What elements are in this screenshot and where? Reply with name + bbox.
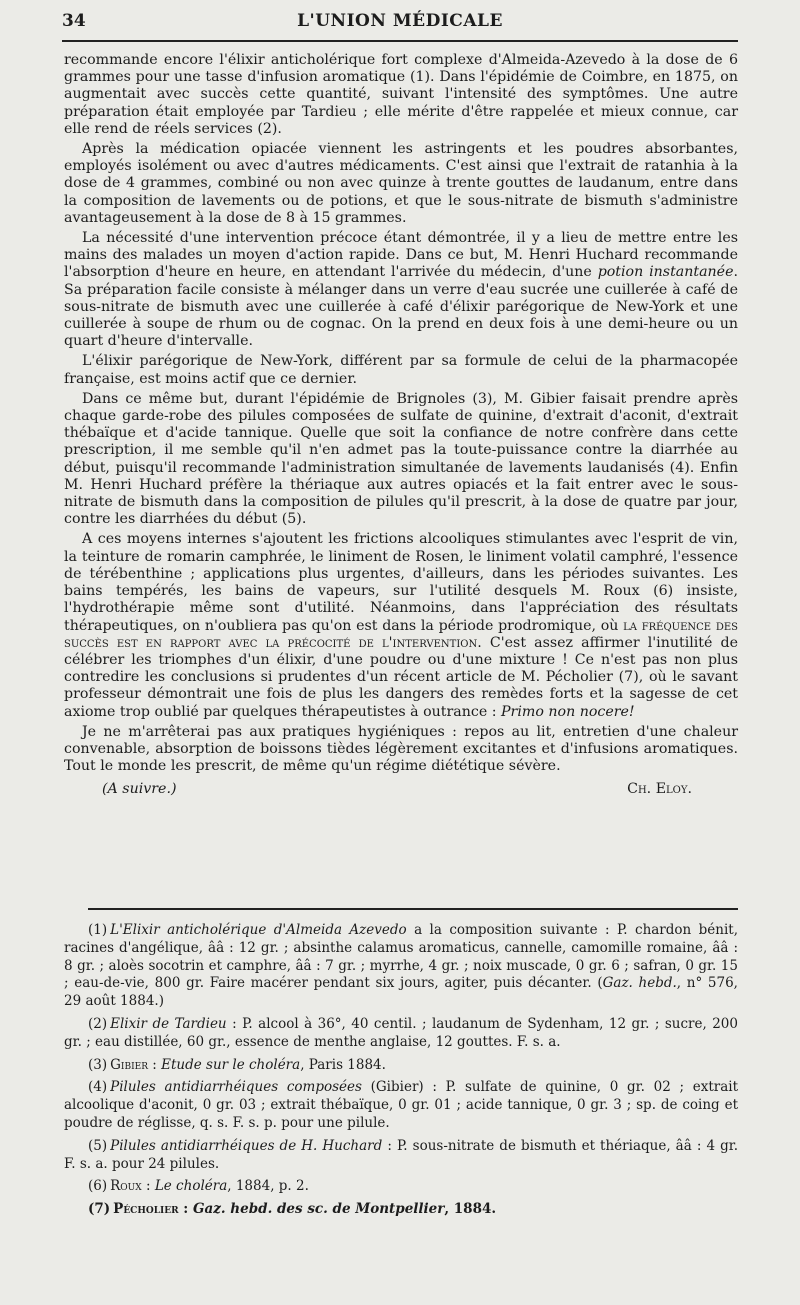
footnote-title: Pilules antidiarrhéiques de H. Huchard [110, 1137, 383, 1154]
footnote-4 [64, 1079, 738, 1132]
footnote-ref: (3) [88, 1056, 108, 1073]
footnote-title: Elixir de Tardieu [110, 1015, 227, 1032]
footnote-text: a la composition suivante : P. chardon bénit, racines d'angélique, ââ : 12 gr. ; absinthe calamus aromaticus, cannelle, camomille romaine, ââ : 8 gr. ; aloès socotrin et camphre, ââ : 7 gr. ; myrrhe, 4 gr. ; noix muscade, 0 gr. 6 ; safran, 0 gr. 15 ; eau-de-vie, 800 gr. Faire macérer pendant six jours, agiter, puis décanter. ( [64, 922, 739, 992]
paragraph-7: Je ne m'arrêterai pas aux pratiques hygiéniques : repos au lit, entretien d'une chaleur convenable, absorption de boissons tièdes légèrement excitantes et d'infusions aromatiques. Tout le monde les prescrit, de même qu'un régime diététique sévère. [64, 723, 738, 775]
footnote-7 [64, 1201, 738, 1219]
paragraph-2: Après la médication opiacée viennent les astringents et les poudres absorbantes, employés isolément ou avec d'autres médicaments. C'est ainsi que l'extrait de ratanhia à la dose de 4 grammes, combiné ou non avec quinze à trente gouttes de laudanum, entre dans la composition de lavements ou de potions, et que le sous-nitrate de bismuth s'administre avantageusement à la dose de 8 à 15 grammes. [64, 141, 738, 226]
header-rule [62, 40, 738, 42]
emphasis-smallcaps: la fréquence des succès est en rapport avec la précocité de l'intervention. [64, 617, 738, 651]
footnote-text: : [147, 1056, 162, 1073]
paragraph-5: Dans ce même but, durant l'épidémie de Brignoles (3), M. Gibier faisait prendre après chaque garde-robe des pilules composées de sulfate de quinine, d'extrait d'aconit, d'extrait thébaïque et d'acide tannique. Quelle que soit la confiance de notre confrère dans cette prescription, il me semble qu'il n'en admet pas la toute-puissance contre la diarrhée au début, puisqu'il recommande l'administration simultanée de lavements laudanisés (4). Enfin M. Henri Huchard préfère la thériaque aux autres opiacés et la fait entrer avec le sous-nitrate de bismuth dans la composition de pilules qu'il prescrit, à la dose de quatre par jour, contre les diarrhées du début (5). [64, 390, 738, 528]
paragraph-1: recommande encore l'élixir anticholérique fort complexe d'Almeida-Azevedo à la dose de 6 grammes pour une tasse d'infusion aromatique (1). Dans l'épidémie de Coimbre, en 1875, on augmentait avec succès cette quantité, suivant l'intensité des symptômes. Une autre préparation était employée par Tardieu ; elle mérite d'être rappelée et mieux connue, car elle rend de réels services (2). [64, 52, 738, 137]
paragraph-6-text-middle: C'est assez affirmer l'inutilité de célébrer les triomphes d'un élixir, d'une poudre ou d'une mixture ! Ce n'est pas non plus contredire les conclusions si prudentes d'un récent article de M. Pécholier (7), où le savant professeur démontrait une fois de plus les dangers des remèdes forts et la sagesse de cet axiome trop oublié par quelques thérapeutistes à outrance : [64, 634, 739, 720]
footnote-ref: (7) [88, 1201, 111, 1218]
page-number: 34 [62, 11, 86, 31]
footnote-title: Gaz. hebd. des sc. de Montpellier [192, 1201, 445, 1218]
to-follow-note: (A suivre.) [102, 781, 177, 798]
footnote-text-end: , n° 576, 29 août 1884.) [64, 975, 738, 1010]
footnote-ref: (2) [88, 1015, 108, 1032]
footnote-source: Gaz. hebd. [602, 975, 677, 992]
footnote-6 [64, 1178, 738, 1196]
footnote-text: : P. alcool à 36°, 40 centil. ; laudanum de Sydenham, 12 gr. ; sucre, 200 gr. ; eau distillée, 60 gr., essence de menthe anglaise, 12 gouttes. F. s. a. [64, 1015, 738, 1050]
footnote-2 [64, 1016, 738, 1052]
paragraph-6 [64, 531, 738, 720]
paragraph-4: L'élixir parégorique de New-York, différent par sa formule de celui de la pharmacopée française, est moins actif que ce dernier. [64, 353, 738, 387]
footnote-text: (Gibier) : P. sulfate de quinine, 0 gr. 02 ; extrait alcoolique d'aconit, 0 gr. 03 ; extrait thébaïque, 0 gr. 01 ; acide tannique, 0 gr. 3 ; sp. de coing et poudre de réglisse, q. s. F. s. p. pour une pilule. [64, 1079, 738, 1131]
footnote-text: : [178, 1201, 193, 1218]
footnote-title: L'Elixir anticholérique d'Almeida Azevedo [110, 922, 407, 938]
signature-line [64, 781, 738, 799]
footnote-text: : P. sous-nitrate de bismuth et thériaque, ââ : 4 gr. F. s. a. pour 24 pilules. [64, 1137, 739, 1172]
latin-axiom: Primo non nocere! [501, 703, 635, 720]
footnote-text: : [141, 1178, 155, 1195]
footnote-5 [64, 1138, 738, 1174]
footnote-ref: (4) [88, 1079, 108, 1096]
footnote-ref: (5) [88, 1137, 108, 1154]
page-header [62, 7, 738, 35]
footnotes [64, 922, 738, 1224]
footnote-rule [88, 908, 738, 910]
footnote-title: Etude sur le choléra [161, 1056, 301, 1073]
potion-term: potion instantanée [597, 264, 734, 281]
footnote-text-end: , 1884. [444, 1201, 497, 1218]
footnote-author: Gibier [110, 1056, 148, 1073]
paragraph-6-text: A ces moyens internes s'ajoutent les frictions alcooliques stimulantes avec l'esprit de vin, la teinture de romarin camphrée, le liniment de Rosen, le liniment volatil camphré, l'essence de térébenthine ; applications plus urgentes, d'ailleurs, dans les périodes suivantes. Les bains tempérés, les bains de vapeurs, sur l'utilité desquels M. Roux (6) insiste, l'hydrothérapie même sont d'utilité. Néanmoins, dans l'appréciation des résultats thérapeutiques, on n'oubliera pas qu'on est dans la période prodromique, où [64, 531, 738, 634]
article-body [64, 52, 738, 799]
footnote-text-end: , Paris 1884. [300, 1056, 386, 1073]
footnote-title: Le choléra [154, 1178, 228, 1195]
footnote-3 [64, 1057, 738, 1075]
footnote-author: Roux [110, 1178, 142, 1195]
footnote-ref: (1) [88, 922, 108, 938]
footnote-title: Pilules antidiarrhéiques composées [110, 1079, 362, 1096]
footnote-text-end: , 1884, p. 2. [227, 1178, 309, 1195]
running-title: L'UNION MÉDICALE [297, 11, 503, 31]
paragraph-3-text: La nécessité d'une intervention précoce étant démontrée, il y a lieu de mettre entre les mains des malades un moyen d'action rapide. Dans ce but, M. Henri Huchard recommande l'absorption d'heure en heure, en attendant l'arrivée du médecin, d'une [64, 230, 738, 281]
paragraph-3 [64, 230, 738, 350]
footnote-author: Pécholier [113, 1201, 179, 1218]
author-signature: Ch. Eloy. [627, 781, 692, 798]
paragraph-3-text-end: . Sa préparation facile consiste à mélanger dans un verre d'eau sucrée une cuillerée à café de sous-nitrate de bismuth avec une cuillerée à café d'élixir parégorique de New-York et une cuillerée à soupe de rhum ou de cognac. On la prend en deux fois à une demi-heure ou un quart d'heure d'intervalle. [64, 264, 738, 350]
footnote-1 [64, 922, 738, 1011]
footnote-ref: (6) [88, 1178, 108, 1195]
